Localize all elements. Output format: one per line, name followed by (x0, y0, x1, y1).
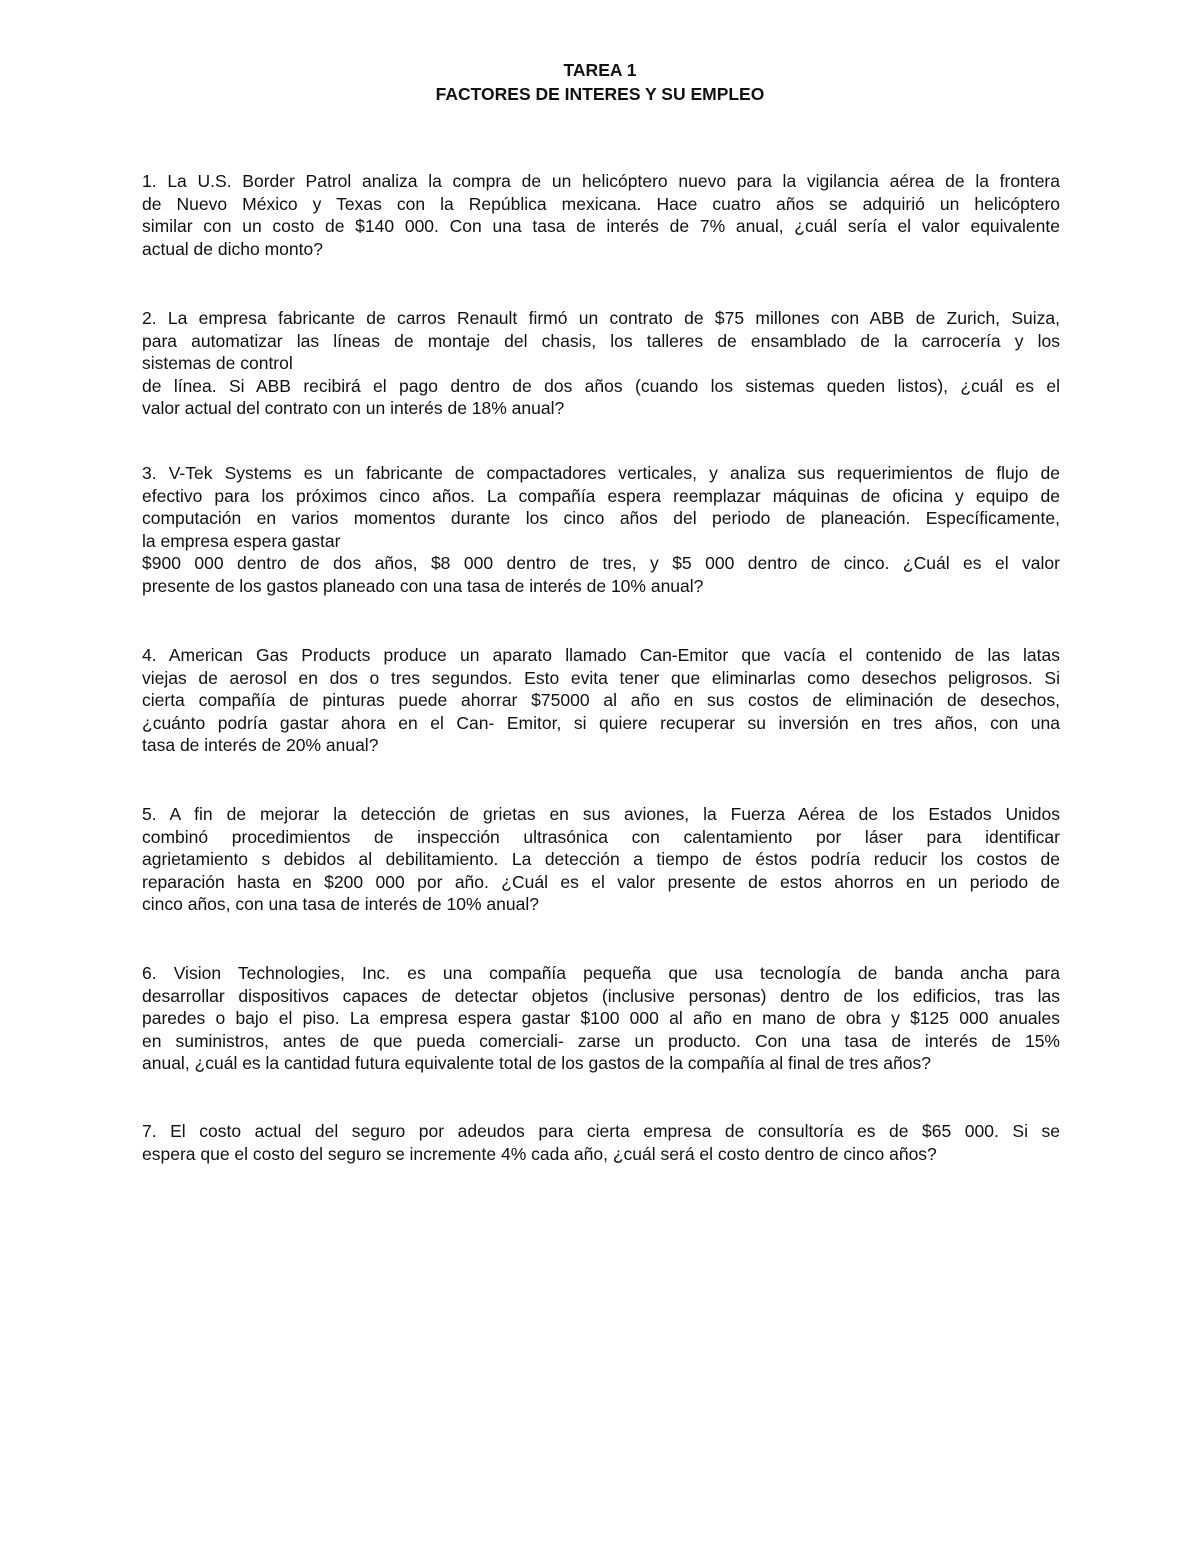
problem-6-line-3: paredes o bajo el piso. La empresa espera gastar $100 000 al año en mano de obra y $125 000 anuales (142, 1008, 1060, 1029)
problem-2 (142, 307, 1060, 420)
problem-1-line-1: 1. La U.S. Border Patrol analiza la compra de un helicóptero nuevo para la vigilancia aérea de la frontera (142, 171, 1060, 191)
problem-4 (142, 644, 1060, 757)
problem-2-line-4: de línea. Si ABB recibirá el pago dentro de dos años (cuando los sistemas queden listos), ¿cuál es el (142, 375, 1060, 396)
problem-4-line-2: viejas de aerosol en dos o tres segundos. Esto evita tener que eliminarlas como desechos peligrosos. Si (142, 667, 1060, 688)
problem-3-line-5: $900 000 dentro de dos años, $8 000 dentro de tres, y $5 000 dentro de cinco. ¿Cuál es el valor (142, 553, 1060, 574)
problem-5-line-4: reparación hasta en $200 000 por año. ¿Cuál es el valor presente de estos ahorros en un periodo de (142, 871, 1060, 892)
problem-3-line-3: computación en varios momentos durante los cinco años del periodo de planeación. Específicamente, (142, 508, 1060, 529)
problem-3-line-6: presente de los gastos planeado con una tasa de interés de 10% anual? (142, 575, 704, 596)
document-subtitle: FACTORES DE INTERES Y SU EMPLEO (435, 84, 765, 104)
title-block (0, 58, 1200, 106)
problem-4-line-4: ¿cuánto podría gastar ahora en el Can- Emitor, si quiere recuperar su inversión en tres años, con una (142, 712, 1060, 733)
problem-2-line-5: valor actual del contrato con un interés de 18% anual? (142, 398, 565, 419)
problem-6-line-5: anual, ¿cuál es la cantidad futura equivalente total de los gastos de la compañía al final de tres años? (142, 1053, 931, 1074)
problem-1-line-3: similar con un costo de $140 000. Con una tasa de interés de 7% anual, ¿cuál sería el valor equivalente (142, 216, 1060, 237)
problem-3 (142, 462, 1060, 598)
problem-2-line-3: sistemas de control (142, 353, 293, 374)
problem-5-line-1: 5. A fin de mejorar la detección de grietas en sus aviones, la Fuerza Aérea de los Estados Unidos (142, 804, 1060, 824)
problem-3-line-1: 3. V-Tek Systems es un fabricante de compactadores verticales, y analiza sus requerimientos de flujo de (142, 463, 1060, 483)
problem-6-line-2: desarrollar dispositivos capaces de detectar objetos (inclusive personas) dentro de los edificios, tras las (142, 985, 1060, 1006)
problem-1-line-2: de Nuevo México y Texas con la República mexicana. Hace cuatro años se adquirió un helicóptero (142, 193, 1060, 214)
problem-5-line-5: cinco años, con una tasa de interés de 10% anual? (142, 894, 539, 915)
problem-5-line-3: agrietamiento s debidos al debilitamiento. La detección a tiempo de éstos podría reducir los costos de (142, 849, 1060, 870)
problem-7-line-1: 7. El costo actual del seguro por adeudos para cierta empresa de consultoría es de $65 000. Si se (142, 1121, 1060, 1141)
problem-4-line-3: cierta compañía de pinturas puede ahorrar $75000 al año en sus costos de eliminación de desechos, (142, 690, 1060, 711)
problem-5-line-2: combinó procedimientos de inspección ultrasónica con calentamiento por láser para identificar (142, 826, 1060, 847)
problem-6-line-4: en suministros, antes de que pueda comerciali- zarse un producto. Con una tasa de interés de 15% (142, 1030, 1060, 1051)
problem-4-line-1: 4. American Gas Products produce un aparato llamado Can-Emitor que vacía el contenido de las latas (142, 645, 1060, 665)
problem-4-line-5: tasa de interés de 20% anual? (142, 735, 379, 756)
problem-1 (142, 170, 1060, 260)
problem-7-line-2: espera que el costo del seguro se incremente 4% cada año, ¿cuál será el costo dentro de cinco años? (142, 1143, 937, 1164)
problem-7 (142, 1120, 1060, 1165)
problem-2-line-1: 2. La empresa fabricante de carros Renault firmó un contrato de $75 millones con ABB de Zurich, Suiza, (142, 308, 1060, 328)
problem-2-line-2: para automatizar las líneas de montaje del chasis, los talleres de ensamblado de la carrocería y los (142, 330, 1060, 351)
problem-1-line-4: actual de dicho monto? (142, 238, 323, 259)
problem-6-line-1: 6. Vision Technologies, Inc. es una compañía pequeña que usa tecnología de banda ancha para (142, 963, 1060, 983)
problem-5 (142, 803, 1060, 916)
problem-6 (142, 962, 1060, 1075)
problem-3-line-4: la empresa espera gastar (142, 530, 341, 551)
document-title: TAREA 1 (563, 60, 637, 80)
problem-3-line-2: efectivo para los próximos cinco años. La compañía espera reemplazar máquinas de oficina y equipo de (142, 485, 1060, 506)
